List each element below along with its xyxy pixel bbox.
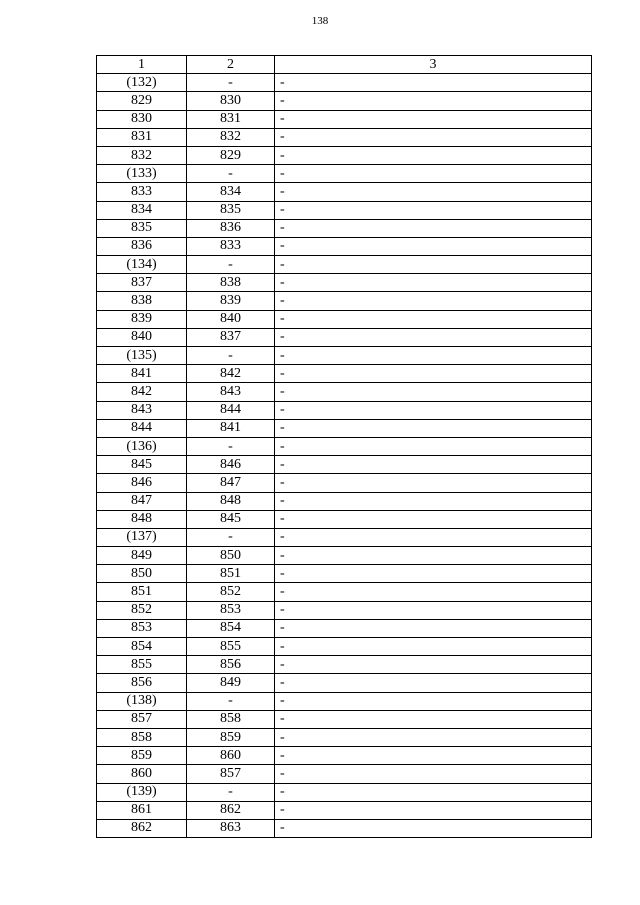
table-cell-col-3: - (275, 365, 592, 383)
table-cell-col-2: 832 (187, 128, 275, 146)
table-row (97, 747, 592, 765)
table-cell-col-3: - (275, 219, 592, 237)
table-row (97, 510, 592, 528)
table-cell-col-2: 846 (187, 456, 275, 474)
table-cell-col-2: 852 (187, 583, 275, 601)
table-cell-col-1: 834 (97, 201, 187, 219)
table-row (97, 92, 592, 110)
table-cell-col-2: 863 (187, 819, 275, 837)
table-cell-col-1: (137) (97, 528, 187, 546)
table-cell-col-3: - (275, 747, 592, 765)
table-cell-col-1: 847 (97, 492, 187, 510)
table-cell-col-1: 849 (97, 547, 187, 565)
table-cell-col-1: 858 (97, 728, 187, 746)
table-cell-col-3: - (275, 310, 592, 328)
table-cell-col-3: - (275, 547, 592, 565)
table-cell-col-1: 838 (97, 292, 187, 310)
table-cell-col-3: - (275, 728, 592, 746)
table-row (97, 492, 592, 510)
table-cell-col-2: 838 (187, 274, 275, 292)
table-cell-col-2: 836 (187, 219, 275, 237)
table-cell-col-2: 842 (187, 365, 275, 383)
table-cell-col-3: - (275, 674, 592, 692)
table-row (97, 328, 592, 346)
table-row (97, 383, 592, 401)
table-cell-col-3: - (275, 183, 592, 201)
table-cell-col-2: - (187, 256, 275, 274)
table-cell-col-1: 842 (97, 383, 187, 401)
table-cell-col-2: - (187, 528, 275, 546)
table-row (97, 656, 592, 674)
table-row (97, 692, 592, 710)
table-row (97, 765, 592, 783)
table-cell-col-2: 843 (187, 383, 275, 401)
table-row (97, 110, 592, 128)
table-cell-col-2: 835 (187, 201, 275, 219)
table-cell-col-1: 835 (97, 219, 187, 237)
table-cell-col-2: 862 (187, 801, 275, 819)
table-cell-col-3: - (275, 601, 592, 619)
table-cell-col-3: - (275, 819, 592, 837)
table-row (97, 528, 592, 546)
table-row (97, 310, 592, 328)
table-cell-col-2: 847 (187, 474, 275, 492)
table-cell-col-2: - (187, 74, 275, 92)
table-cell-col-2: 839 (187, 292, 275, 310)
table-cell-col-3: - (275, 783, 592, 801)
table-cell-col-1: 846 (97, 474, 187, 492)
table-row (97, 292, 592, 310)
table-cell-col-2: 858 (187, 710, 275, 728)
table-cell-col-3: - (275, 419, 592, 437)
table-cell-col-3: - (275, 801, 592, 819)
table-cell-col-2: - (187, 783, 275, 801)
table-cell-col-2: - (187, 165, 275, 183)
table-cell-col-1: (138) (97, 692, 187, 710)
table-cell-col-3: - (275, 401, 592, 419)
table-cell-col-3: - (275, 201, 592, 219)
table-row (97, 437, 592, 455)
table-cell-col-3: - (275, 710, 592, 728)
table-cell-col-3: - (275, 528, 592, 546)
table-cell-col-2: 859 (187, 728, 275, 746)
table-cell-col-2: 848 (187, 492, 275, 510)
table-cell-col-3: - (275, 656, 592, 674)
table-row (97, 237, 592, 255)
table-row (97, 146, 592, 164)
table-cell-col-1: 850 (97, 565, 187, 583)
table-cell-col-2: 845 (187, 510, 275, 528)
table-row (97, 256, 592, 274)
table-header-row (97, 56, 592, 74)
table-row (97, 819, 592, 837)
table-cell-col-1: 860 (97, 765, 187, 783)
page-number: 138 (311, 15, 329, 27)
table-cell-col-3: - (275, 274, 592, 292)
table-row (97, 565, 592, 583)
table-cell-col-3: - (275, 110, 592, 128)
table-cell-col-1: 841 (97, 365, 187, 383)
table-cell-col-1: 851 (97, 583, 187, 601)
table-cell-col-1: (135) (97, 347, 187, 365)
table-cell-col-2: 841 (187, 419, 275, 437)
table-cell-col-2: 837 (187, 328, 275, 346)
table-cell-col-2: 844 (187, 401, 275, 419)
table-row (97, 474, 592, 492)
table-cell-col-3: - (275, 128, 592, 146)
table-row (97, 674, 592, 692)
table-cell-col-3: - (275, 383, 592, 401)
table-cell-col-3: - (275, 583, 592, 601)
table-cell-col-3: - (275, 256, 592, 274)
table-cell-col-3: - (275, 765, 592, 783)
table-cell-col-2: 854 (187, 619, 275, 637)
table-row (97, 347, 592, 365)
table-cell-col-2: 851 (187, 565, 275, 583)
table-cell-col-3: - (275, 456, 592, 474)
table-cell-col-3: - (275, 692, 592, 710)
table-cell-col-1: (136) (97, 437, 187, 455)
table-cell-col-2: 831 (187, 110, 275, 128)
table-cell-col-1: 854 (97, 638, 187, 656)
table-cell-col-1: 844 (97, 419, 187, 437)
table-cell-col-1: 831 (97, 128, 187, 146)
table-cell-col-1: 861 (97, 801, 187, 819)
table-cell-col-3: - (275, 474, 592, 492)
table-row (97, 165, 592, 183)
table-row (97, 419, 592, 437)
table-cell-col-1: (139) (97, 783, 187, 801)
table-cell-col-3: - (275, 292, 592, 310)
column-header-2: 2 (187, 56, 275, 74)
table-cell-col-3: - (275, 437, 592, 455)
table-cell-col-3: - (275, 146, 592, 164)
table-cell-col-3: - (275, 237, 592, 255)
table-cell-col-1: (133) (97, 165, 187, 183)
table-cell-col-2: 857 (187, 765, 275, 783)
table-cell-col-1: 859 (97, 747, 187, 765)
column-header-1: 1 (97, 56, 187, 74)
table-cell-col-3: - (275, 328, 592, 346)
table-row (97, 128, 592, 146)
table-row (97, 638, 592, 656)
table-row (97, 801, 592, 819)
table-row (97, 601, 592, 619)
column-header-3: 3 (275, 56, 592, 74)
table-cell-col-2: - (187, 437, 275, 455)
table-row (97, 74, 592, 92)
table-cell-col-1: 856 (97, 674, 187, 692)
table-cell-col-1: 839 (97, 310, 187, 328)
table-cell-col-2: 849 (187, 674, 275, 692)
table-cell-col-1: 845 (97, 456, 187, 474)
table-cell-col-1: 848 (97, 510, 187, 528)
table-row (97, 583, 592, 601)
table-cell-col-1: 829 (97, 92, 187, 110)
table-cell-col-1: 837 (97, 274, 187, 292)
table-cell-col-3: - (275, 619, 592, 637)
table-cell-col-3: - (275, 74, 592, 92)
table-cell-col-2: 834 (187, 183, 275, 201)
table-row (97, 547, 592, 565)
table-cell-col-3: - (275, 492, 592, 510)
table-cell-col-1: 862 (97, 819, 187, 837)
table-cell-col-1: 853 (97, 619, 187, 637)
table-cell-col-1: 855 (97, 656, 187, 674)
table-cell-col-2: - (187, 347, 275, 365)
table-cell-col-1: 832 (97, 146, 187, 164)
table-cell-col-1: 852 (97, 601, 187, 619)
table-row (97, 365, 592, 383)
table-row (97, 274, 592, 292)
table-cell-col-2: 853 (187, 601, 275, 619)
table-row (97, 183, 592, 201)
table-cell-col-2: 840 (187, 310, 275, 328)
table-cell-col-3: - (275, 565, 592, 583)
table-cell-col-3: - (275, 165, 592, 183)
table-row (97, 456, 592, 474)
table-cell-col-2: 833 (187, 237, 275, 255)
table-cell-col-2: 830 (187, 92, 275, 110)
table-cell-col-3: - (275, 638, 592, 656)
table-row (97, 710, 592, 728)
table-row (97, 201, 592, 219)
table-cell-col-1: 830 (97, 110, 187, 128)
table-cell-col-3: - (275, 92, 592, 110)
table-cell-col-1: 833 (97, 183, 187, 201)
table-cell-col-2: 855 (187, 638, 275, 656)
table-cell-col-1: (132) (97, 74, 187, 92)
table-body (97, 74, 592, 838)
table-cell-col-1: 840 (97, 328, 187, 346)
table-cell-col-2: 829 (187, 146, 275, 164)
table-row (97, 401, 592, 419)
table-cell-col-1: 857 (97, 710, 187, 728)
table-cell-col-2: 850 (187, 547, 275, 565)
table-cell-col-2: 860 (187, 747, 275, 765)
table-cell-col-2: - (187, 692, 275, 710)
table-cell-col-1: 843 (97, 401, 187, 419)
table-cell-col-3: - (275, 347, 592, 365)
table-cell-col-1: 836 (97, 237, 187, 255)
table-row (97, 728, 592, 746)
table-cell-col-3: - (275, 510, 592, 528)
table-cell-col-1: (134) (97, 256, 187, 274)
table-row (97, 619, 592, 637)
table-cell-col-2: 856 (187, 656, 275, 674)
data-table (96, 55, 592, 838)
table-row (97, 219, 592, 237)
table-row (97, 783, 592, 801)
